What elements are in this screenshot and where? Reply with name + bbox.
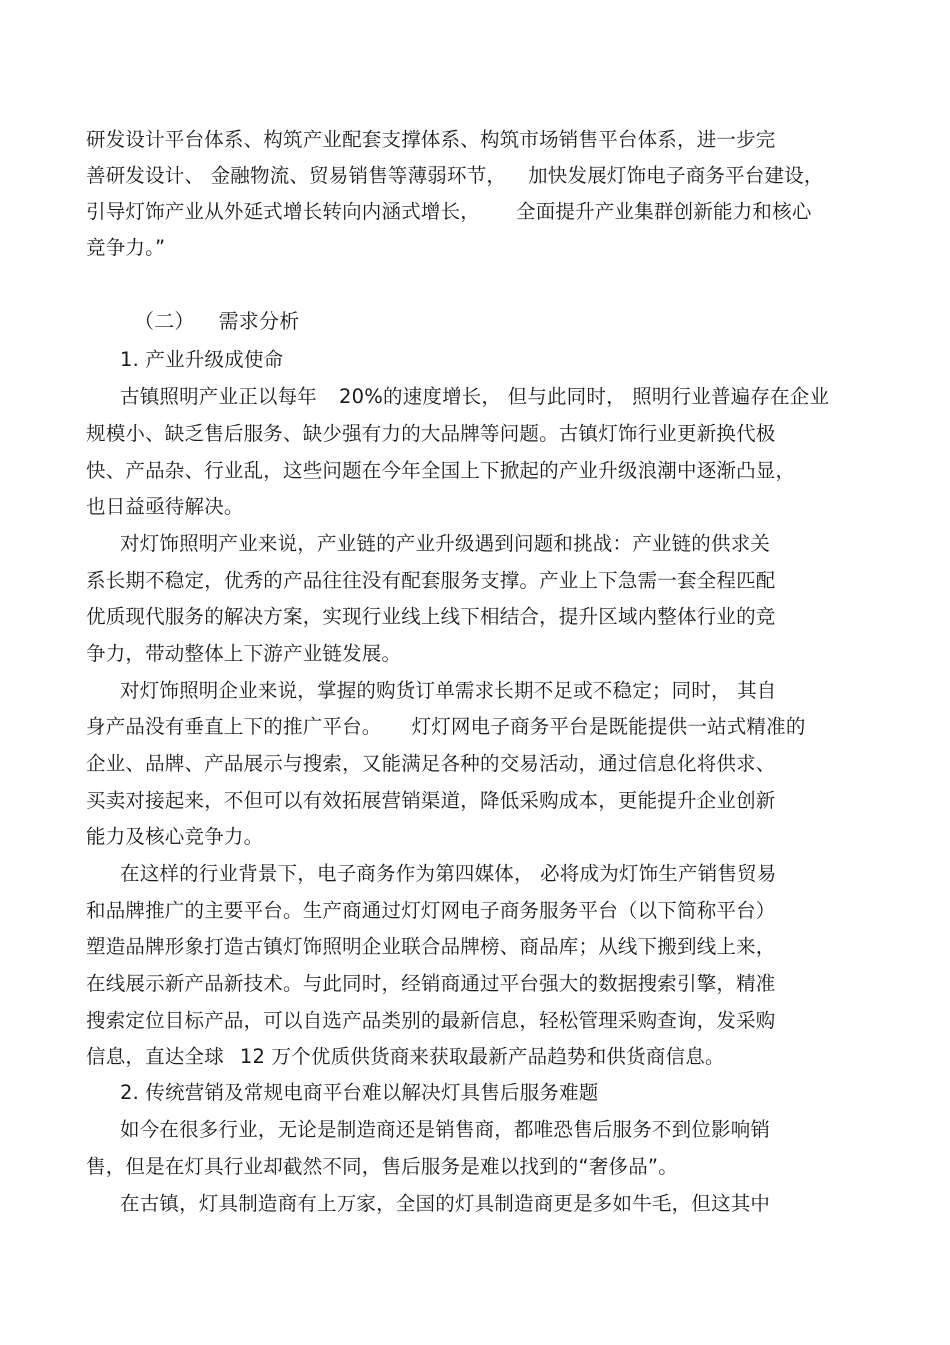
p4-line-4: 在线展示新产品新技术。与此同时，经销商通过平台强大的数据搜索引擎，精准: [86, 972, 776, 995]
intro-line-3: [86, 200, 812, 224]
intro-line-3-b: 全面提升产业集群创新能力和核心: [516, 200, 812, 223]
p1-line-2: 规模小、缺乏售后服务、缺少强有力的大品牌等问题。古镇灯饰行业更新换代极: [86, 422, 776, 445]
p4-line-2: 和品牌推广的主要平台。生产商通过灯灯网电子商务服务平台（以下简称平台）: [86, 899, 776, 922]
p2-line-1: 对灯饰照明产业来说，产业链的产业升级遇到问题和挑战：产业链的供求关: [120, 532, 771, 555]
p4-line-3: 塑造品牌形象打造古镇灯饰照明企业联合品牌榜、商品库；从线下搬到线上来，: [86, 935, 776, 958]
intro-line-3-a: 引导灯饰产业从外延式增长转向内涵式增长，: [86, 200, 481, 223]
p4-line-5: 搜索定位目标产品，可以自选产品类别的最新信息，轻松管理采购查询，发采购: [86, 1009, 776, 1032]
section-heading: [134, 309, 299, 333]
p1-percent: 20%: [339, 385, 383, 408]
p6-line-1: 在古镇，灯具制造商有上万家，全国的灯具制造商更是多如牛毛，但这其中: [120, 1192, 771, 1215]
p4-line-1: 在这样的行业背景下，电子商务作为第四媒体， 必将成为灯饰生产销售贸易: [120, 862, 777, 885]
p3-line-3: 企业、品牌、产品展示与搜索，又能满足各种的交易活动，通过信息化将供求、: [86, 752, 776, 775]
p3-line-4: 买卖对接起来，不但可以有效拓展营销渠道，降低采购成本，更能提升企业创新: [86, 789, 776, 812]
subheading-1: 1. 产业升级成使命: [120, 348, 284, 371]
p1-line-3: 快、产品杂、行业乱，这些问题在今年全国上下掀起的产业升级浪潮中逐渐凸显，: [86, 459, 796, 482]
p3-line-2: [86, 715, 806, 739]
p1-line-1-a: 古镇照明产业正以每年: [120, 385, 318, 408]
p1-line-1-b: 的速度增长， 但与此同时， 照明行业普遍存在企业: [382, 385, 830, 408]
p2-line-4: 争力，带动整体上下游产业链发展。: [86, 642, 402, 665]
intro-line-2-b: 加快发展灯饰电子商务平台建设，: [528, 164, 824, 187]
p4-line-6-a: 信息，直达全球: [86, 1045, 224, 1068]
p2-line-3: 优质现代服务的解决方案，实现行业线上线下相结合，提升区域内整体行业的竞: [86, 605, 776, 628]
section-title: 需求分析: [218, 309, 300, 333]
p1-line-4: 也日益亟待解决。: [86, 495, 244, 518]
p2-line-2: 系长期不稳定，优秀的产品往往没有配套服务支撑。产业上下急需一套全程匹配: [86, 569, 776, 592]
p5-line-1: 如今在很多行业，无论是制造商还是销售商，都唯恐售后服务不到位影响销: [120, 1118, 771, 1141]
p1-line-1: [120, 385, 829, 409]
section-number: （二）: [134, 309, 195, 333]
intro-line-1: 研发设计平台体系、构筑产业配套支撑体系、构筑市场销售平台体系，进一步完: [86, 128, 776, 151]
intro-line-2-a: 善研发设计、 金融物流、贸易销售等薄弱环节，: [86, 164, 507, 187]
intro-line-4: 竞争力。”: [86, 236, 166, 259]
p4-line-6-b: 12 万个优质供货商来获取最新产品趋势和供货商信息。: [239, 1045, 725, 1068]
intro-line-2: [86, 164, 824, 188]
subheading-2: 2. 传统营销及常规电商平台难以解决灯具售后服务难题: [120, 1081, 599, 1104]
p5-line-2: 售，但是在灯具行业却截然不同，售后服务是难以找到的“奢侈品”。: [86, 1155, 678, 1178]
p3-line-2-a: 身产品没有垂直上下的推广平台。: [86, 715, 382, 738]
p4-line-6: [86, 1045, 725, 1069]
p3-line-2-b: 灯灯网电子商务平台是既能提供一站式精准的: [411, 715, 806, 738]
p3-line-5: 能力及核心竞争力。: [86, 825, 264, 848]
p3-line-1: 对灯饰照明企业来说，掌握的购货订单需求长期不足或不稳定；同时， 其自: [120, 679, 777, 702]
